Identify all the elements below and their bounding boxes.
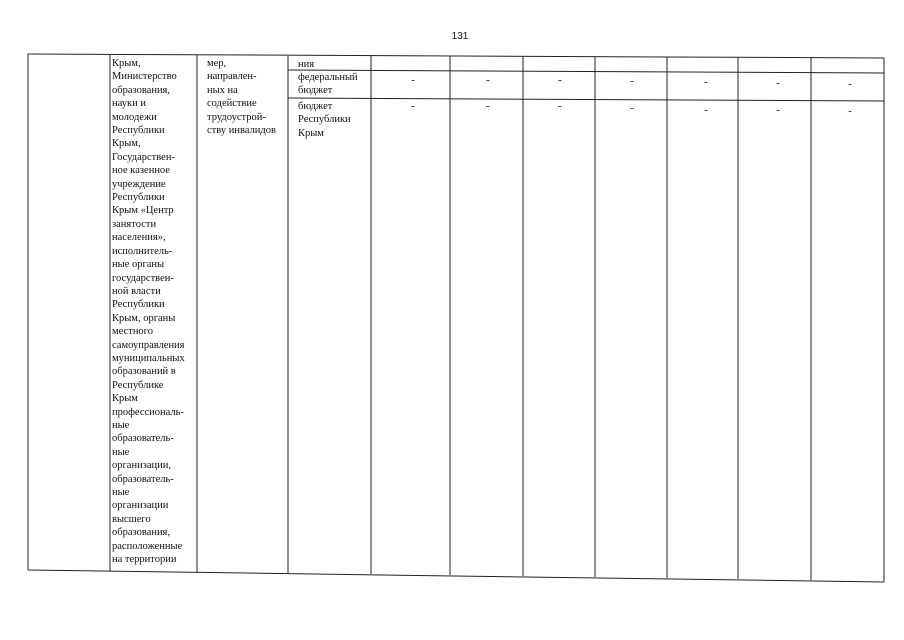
- value-dash: -: [848, 78, 852, 90]
- source-row-0: ния: [298, 59, 315, 70]
- page-number: 131: [451, 31, 469, 42]
- value-dash: -: [558, 74, 562, 86]
- value-dash: -: [704, 104, 708, 116]
- measures-cell: мер, направлен- ных на содействие трудоустрой- ству инвалидов: [207, 58, 276, 137]
- value-dash: -: [486, 74, 490, 86]
- value-dash: -: [486, 100, 490, 112]
- row-line-1: [288, 70, 884, 73]
- value-dash: -: [411, 74, 415, 86]
- value-dash: -: [776, 77, 780, 89]
- value-dash: -: [411, 100, 415, 112]
- value-dash: -: [776, 104, 780, 116]
- row-line-2: [288, 98, 884, 101]
- executors-cell: Крым, Министерство образования, науки и молодежи Республики Крым, Государствен- ное казенное учреждение Республики Крым «Центр занятости населения», исполнитель- ные органы государствен- ной власти Республики Крым, органы местного самоуправления муниципальных образований в Республике Крым профессиональ- ные образователь- ные организации, образователь- ные организации высшего образования, расположенные на территории: [112, 58, 185, 566]
- value-dash: -: [630, 102, 634, 114]
- source-row-2: бюджет Республики Крым: [298, 101, 351, 139]
- table-border-bottom: [28, 570, 884, 582]
- value-dash: -: [630, 75, 634, 87]
- value-dash: -: [848, 105, 852, 117]
- source-row-1: федеральный бюджет: [298, 72, 358, 97]
- value-dash: -: [558, 100, 562, 112]
- value-dash: -: [704, 76, 708, 88]
